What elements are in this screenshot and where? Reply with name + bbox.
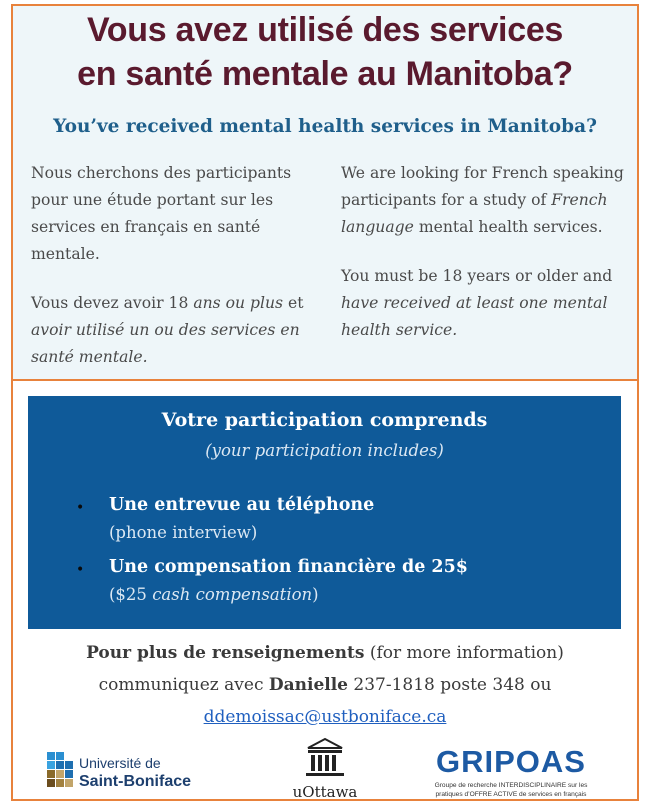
usb-logo — [45, 748, 225, 796]
usb-line-1: Université de — [79, 755, 161, 771]
contact-line-2: communiquez avec Danielle 237-1818 poste 348 ou — [98, 675, 552, 695]
english-para-2: You must be 18 years or older and have received at least one mental health service. — [341, 267, 613, 339]
english-para-1: We are looking for French speaking participants for a study of French language mental health services. — [341, 164, 624, 236]
french-column — [31, 160, 321, 393]
bullet-icon: • — [76, 500, 85, 516]
gripoas-logo — [411, 742, 611, 802]
item-note: ($25 cash compensation) — [109, 585, 319, 604]
email-link[interactable]: ddemoissac@ustboniface.ca — [203, 707, 447, 727]
participation-title: Votre participation comprends — [161, 409, 488, 431]
gripoas-desc-1: Groupe de recherche INTERDISCIPLINAIRE sur les — [434, 782, 588, 789]
participation-subtitle: (your participation includes) — [205, 441, 444, 460]
usb-line-2: Saint-Boniface — [79, 773, 192, 790]
bullet-icon: • — [76, 562, 85, 578]
gripoas-wordmark: GRIPOAS — [436, 744, 586, 779]
contact-line-1: Pour plus de renseignements (for more information) — [86, 643, 564, 663]
page-title — [13, 8, 637, 96]
contact-info — [13, 637, 637, 733]
uottawa-pediment-icon — [308, 739, 342, 748]
participation-box — [28, 396, 621, 629]
list-item — [76, 491, 609, 547]
title-line-2: en santé mentale au Manitoba? — [77, 55, 573, 93]
gripoas-desc-2: pratiques d’OFFRE ACTIVE de services en français — [435, 791, 587, 798]
item-main: Une entrevue au téléphone — [109, 495, 375, 515]
uottawa-label: uOttawa — [292, 783, 358, 801]
english-column — [341, 160, 631, 366]
item-main: Une compensation financière de 25$ — [109, 557, 468, 577]
uottawa-logo — [280, 736, 370, 802]
french-para-2: Vous devez avoir 18 ans ou plus et avoir utilisé un ou des services en santé mentale. — [31, 294, 304, 366]
item-note: (phone interview) — [109, 523, 258, 542]
french-para-1: Nous cherchons des participants pour une étude portant sur les services en français en santé mentale. — [31, 164, 292, 263]
title-line-1: Vous avez utilisé des services — [86, 11, 564, 49]
english-subtitle: You’ve received mental health services in Manitoba? — [53, 116, 597, 137]
list-item — [76, 553, 609, 609]
